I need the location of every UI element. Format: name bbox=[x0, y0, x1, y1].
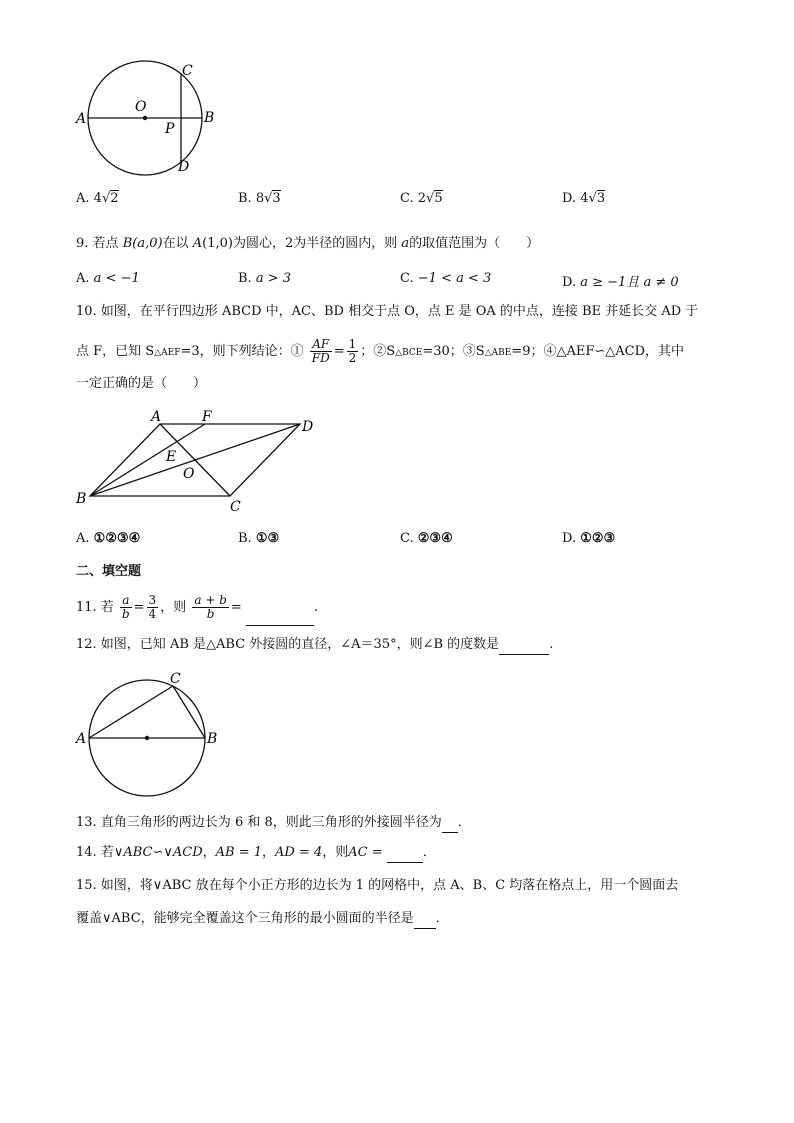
label-a: A bbox=[151, 409, 162, 425]
parallelogram-figure bbox=[70, 404, 330, 516]
q9-option-a[interactable] bbox=[76, 271, 140, 286]
text: ． bbox=[422, 845, 436, 860]
answer-blank[interactable] bbox=[442, 816, 458, 833]
label-d: D bbox=[302, 419, 314, 435]
q11-stem bbox=[76, 590, 318, 626]
option-radicand: 2 bbox=[110, 191, 119, 206]
label-d: D bbox=[178, 159, 190, 175]
math: a bbox=[401, 236, 410, 251]
q10-stem-line1: 10. 如图，在平行四边形 ABCD 中，AC、BD 相交于点 O，点 E 是 OA 的中点，连接 BE 并延长交 AD 于 bbox=[76, 304, 699, 319]
q10-stem-line2 bbox=[76, 335, 684, 369]
option-letter: D. bbox=[562, 191, 577, 206]
label-o: O bbox=[183, 466, 195, 482]
q9-option-c[interactable] bbox=[400, 271, 491, 286]
fraction-apb-b bbox=[192, 594, 229, 621]
text: . bbox=[549, 637, 554, 652]
option-radicand: 5 bbox=[434, 191, 443, 206]
answer-blank[interactable] bbox=[499, 638, 549, 655]
text: 覆盖∨ABC，能够完全覆盖这个三角形的最小圆面的半径是 bbox=[76, 911, 414, 926]
label-e: E bbox=[166, 449, 177, 465]
q12-stem bbox=[76, 635, 553, 655]
center-dot bbox=[143, 116, 147, 120]
q8-option-b[interactable] bbox=[238, 191, 281, 206]
label-b: B bbox=[76, 491, 87, 507]
q10-option-c[interactable] bbox=[400, 531, 453, 546]
q13-stem bbox=[76, 813, 471, 833]
text: ， bbox=[202, 845, 216, 860]
label-a: A bbox=[76, 111, 87, 127]
label-b: B bbox=[204, 110, 215, 126]
answer-blank[interactable] bbox=[387, 846, 423, 863]
center-dot bbox=[145, 736, 149, 740]
option-text: −1 < a < 3 bbox=[417, 271, 492, 286]
option-text: a < −1 bbox=[93, 271, 140, 286]
math: (1,0) bbox=[202, 236, 233, 251]
fraction-3-4 bbox=[147, 594, 159, 621]
math: ∨ABC∽∨ACD bbox=[113, 845, 203, 860]
option-text: a > 3 bbox=[255, 271, 292, 286]
option-letter: A. bbox=[76, 271, 90, 286]
numerator: a bbox=[120, 594, 132, 608]
q8-option-d[interactable] bbox=[562, 191, 605, 206]
text: ；②S bbox=[360, 344, 396, 359]
label-f: F bbox=[202, 409, 212, 425]
option-letter: B. bbox=[238, 531, 252, 546]
q8-option-c[interactable] bbox=[400, 191, 443, 206]
option-coef: 8 bbox=[255, 191, 265, 206]
label-c: C bbox=[230, 499, 241, 515]
q-number: 9. bbox=[76, 236, 89, 251]
q10-stem-line3: 一定正确的是（ ） bbox=[76, 376, 207, 391]
label-o: O bbox=[135, 99, 147, 115]
text: 的取值范围为（ ） bbox=[409, 236, 540, 251]
option-text: ①②③ bbox=[580, 531, 616, 546]
option-radicand: 3 bbox=[596, 191, 606, 206]
subscript: △AEF bbox=[154, 348, 181, 358]
text: 若点 bbox=[92, 236, 119, 251]
option-coef: 4 bbox=[93, 191, 102, 206]
math: B bbox=[122, 236, 133, 251]
text: =3，则下列结论：① bbox=[180, 344, 304, 359]
text: 13. 直角三角形的两边长为 6 和 8，则此三角形的外接圆半径为 bbox=[76, 815, 442, 830]
option-letter: D. bbox=[562, 531, 577, 546]
option-radicand: 3 bbox=[272, 191, 281, 206]
section-heading: 二、填空题 bbox=[76, 564, 142, 579]
label-a: A bbox=[76, 731, 87, 747]
text: =9；④△AEF∽△ACD，其中 bbox=[511, 344, 685, 359]
circle-chord-figure bbox=[70, 58, 230, 178]
q9-stem bbox=[76, 234, 539, 254]
math: A bbox=[192, 236, 203, 251]
q9-option-d[interactable] bbox=[562, 271, 679, 290]
numerator: 1 bbox=[348, 337, 357, 351]
text: 11. 若 bbox=[76, 600, 114, 615]
text: ， bbox=[262, 845, 276, 860]
text: 12. 如图，已知 AB 是△ABC 外接圆的直径，∠A＝35°，则∠B 的度数是 bbox=[76, 637, 500, 652]
option-letter: A. bbox=[76, 191, 90, 206]
text: 为圆心，2为半径的圆内，则 bbox=[232, 236, 398, 251]
equals: = bbox=[133, 600, 145, 615]
text: ． bbox=[435, 911, 449, 926]
q14-stem bbox=[76, 843, 436, 863]
option-text: ②③④ bbox=[417, 531, 453, 546]
option-text: ①②③④ bbox=[93, 531, 141, 546]
text: ，则 bbox=[160, 600, 187, 615]
option-letter: D. bbox=[562, 275, 577, 290]
fraction-af-fd bbox=[310, 338, 332, 365]
diagonal-bd bbox=[90, 424, 300, 496]
side-cb bbox=[173, 686, 205, 738]
text: =30；③S bbox=[422, 344, 485, 359]
sqrt-icon: √ bbox=[426, 191, 435, 206]
q10-option-a[interactable] bbox=[76, 531, 140, 546]
numerator: AF bbox=[310, 338, 332, 352]
sqrt-icon: √ bbox=[588, 191, 597, 206]
text: 在以 bbox=[162, 236, 189, 251]
label-p: P bbox=[165, 121, 175, 137]
option-letter: B. bbox=[238, 191, 252, 206]
math: AB = 1 bbox=[215, 845, 263, 860]
text: ，则 bbox=[322, 845, 349, 860]
text: . bbox=[313, 600, 319, 615]
denominator: 2 bbox=[348, 351, 357, 365]
sqrt-icon: √ bbox=[264, 191, 273, 206]
answer-blank[interactable] bbox=[246, 605, 314, 626]
side-ac bbox=[89, 686, 173, 738]
label-c: C bbox=[182, 63, 193, 79]
text: 14. 若 bbox=[76, 845, 114, 860]
option-letter: A. bbox=[76, 531, 90, 546]
label-c: C bbox=[170, 671, 181, 687]
denominator: FD bbox=[311, 351, 330, 365]
math: AD = 4 bbox=[275, 845, 323, 860]
label-b: B bbox=[207, 731, 218, 747]
circle-triangle-figure bbox=[70, 668, 230, 798]
option-letter: C. bbox=[400, 271, 414, 286]
fraction-half bbox=[347, 338, 359, 365]
equals: = bbox=[230, 600, 242, 615]
option-letter: C. bbox=[400, 191, 414, 206]
numerator: a + b bbox=[194, 593, 227, 607]
sqrt-icon: √ bbox=[101, 191, 111, 206]
q15-stem-line2 bbox=[76, 909, 449, 929]
option-text: ①③ bbox=[255, 531, 280, 546]
option-coef: 2 bbox=[417, 191, 427, 206]
subscript: △ABE bbox=[484, 348, 512, 358]
q10-option-b[interactable] bbox=[238, 531, 279, 546]
text: 点 F，已知 S bbox=[76, 344, 155, 359]
denominator: 4 bbox=[148, 607, 157, 621]
fraction-a-b bbox=[120, 594, 132, 621]
q10-option-d[interactable] bbox=[562, 531, 615, 546]
numerator: 3 bbox=[148, 593, 157, 607]
math: (a,0) bbox=[132, 236, 163, 251]
segment-bf bbox=[90, 424, 205, 496]
answer-blank[interactable] bbox=[414, 912, 436, 929]
equals: = bbox=[333, 344, 345, 359]
option-letter: C. bbox=[400, 531, 414, 546]
subscript: △BCE bbox=[395, 348, 423, 358]
math: AC = bbox=[348, 845, 383, 860]
denominator: b bbox=[206, 607, 215, 621]
q15-stem-line1: 15. 如图，将∨ABC 放在每个小正方形的边长为 1 的网格中，点 A、B、C 均落在格点上，用一个圆面去 bbox=[76, 878, 679, 893]
denominator: b bbox=[121, 607, 130, 621]
option-coef: 4 bbox=[580, 191, 589, 206]
option-text: a ≥ −1且 a ≠ 0 bbox=[580, 275, 679, 290]
q8-option-a[interactable] bbox=[76, 191, 119, 206]
option-letter: B. bbox=[238, 271, 252, 286]
q9-option-b[interactable] bbox=[238, 271, 291, 286]
text: ． bbox=[457, 815, 471, 830]
